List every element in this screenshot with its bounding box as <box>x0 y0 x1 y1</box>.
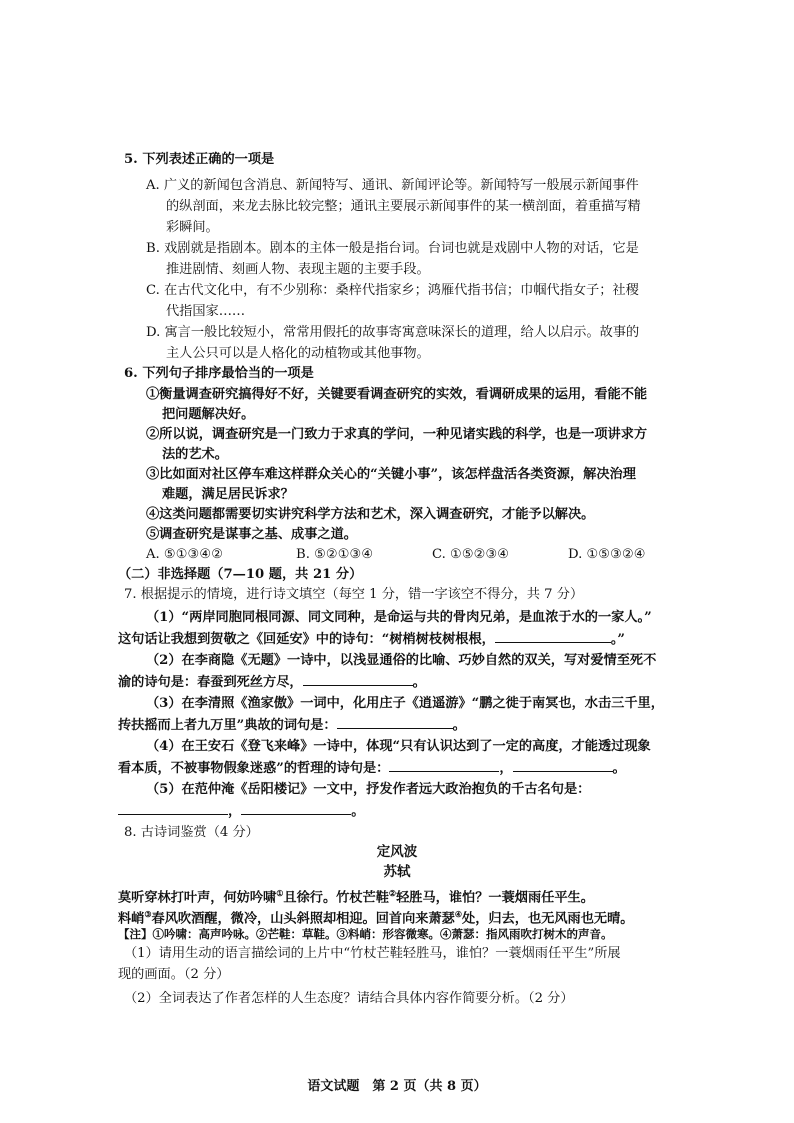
q5-option-a-line2: 的纵剖面，来龙去脉比较完整；通讯主要展示新闻事件的某一横剖面，着重描写精 <box>166 199 641 214</box>
section-2-heading: （二）非选择题（7—10 题，共 21 分） <box>118 567 363 582</box>
q6-sentence-1-line2: 把问题解决好。 <box>162 407 255 422</box>
q7-part4-prompt: 看本质，不被事物假象迷惑”的哲理的诗句是： <box>118 761 390 776</box>
poem-line-2-part-c: 处，归去，也无风雨也无晴。 <box>462 911 634 927</box>
q7-part5-sep: ， <box>228 804 242 819</box>
q6-sentence-3: ③比如面对社区停车难这样群众关心的“关键小事”，该怎样盘活各类资源，解决治理 <box>146 467 636 482</box>
note-marker-4: ④ <box>454 909 463 919</box>
q5-option-a: A. 广义的新闻包含消息、新闻特写、通讯、新闻评论等。新闻特写一般展示新闻事件 <box>146 178 639 193</box>
q7-blank-3[interactable] <box>337 716 453 729</box>
q7-blank-7[interactable] <box>241 802 351 815</box>
q6-option-b: B. ⑤②①③④ <box>296 547 374 562</box>
q5-option-b: B. 戏剧就是指剧本。剧本的主体一般是指台词。台词也就是戏剧中人物的对话，它是 <box>146 241 639 256</box>
q8-sub1-line2: 现的画面。（2 分） <box>118 967 230 982</box>
q7-blank-2[interactable] <box>303 673 413 686</box>
q6-option-c: C. ①⑤②③④ <box>432 547 510 562</box>
q6-option-d: D. ①⑤③②④ <box>568 547 646 562</box>
q7-blank-1[interactable] <box>495 630 611 643</box>
poem-line-2-part-a: 料峭 <box>118 911 145 927</box>
q7-blank-6[interactable] <box>118 802 228 815</box>
note-marker-1: ① <box>276 888 284 898</box>
q7-blank-5[interactable] <box>513 759 613 772</box>
note-marker-3: ③ <box>144 909 152 919</box>
q5-option-d: D. 寓言一般比较短小，常常用假托的故事寄寓意味深长的道理，给人以启示。故事的 <box>146 325 640 340</box>
page-footer: 语文试题 第 2 页（共 8 页） <box>307 1079 487 1094</box>
q7-part1-prompt: 这句话让我想到贺敬之《回延安》中的诗句：“树梢树枝树根根， <box>118 632 495 647</box>
q7-part1-end: 。” <box>610 632 626 647</box>
q7-part4-line2 <box>118 759 626 778</box>
q7-part3-prompt: 抟扶摇而上者九万里”典故的词句是： <box>118 718 337 733</box>
q5-option-b-line2: 推进剧情、刻画人物、表现主题的主要手段。 <box>166 262 430 277</box>
q5-stem: 5. 下列表述正确的一项是 <box>124 152 275 167</box>
q7-part1: （1）“两岸同胞同根同源、同文同种，是命运与共的骨肉兄弟，是血浓于水的一家人。” <box>146 610 652 625</box>
poem-line-1 <box>118 884 594 907</box>
q6-option-a: A. ⑤①③④② <box>146 547 224 562</box>
q7-part5-line2 <box>118 802 364 821</box>
q7-part3-line2 <box>118 716 466 735</box>
note-marker-2: ② <box>388 888 397 898</box>
q6-sentence-4: ④这类问题都需要切实讲究科学方法和艺术，深入调查研究，才能予以解决。 <box>146 507 595 522</box>
q8-stem: 8. 古诗词鉴赏（4 分） <box>124 825 259 840</box>
q6-sentence-2-line2: 法的艺术。 <box>162 447 228 462</box>
q7-stem: 7. 根据提示的情境，进行诗文填空（每空 1 分，错一字该空不得分，共 7 分） <box>124 587 584 602</box>
poem-title: 定风波 <box>376 844 418 860</box>
q8-sub1: （1）请用生动的语言描绘词的上片中“竹杖芒鞋轻胜马，谁怕？一蓑烟雨任平生”所展 <box>124 946 621 961</box>
q7-blank-4[interactable] <box>389 759 499 772</box>
q7-part2-end: 。 <box>412 675 426 690</box>
q7-part5-end: 。 <box>351 804 365 819</box>
poem-line-1-part-b: 且徐行。竹杖芒鞋 <box>283 890 389 906</box>
q5-option-c: C. 在古代文化中，有不少别称：桑梓代指家乡；鸿雁代指书信；巾帼代指女子；社稷 <box>146 283 639 298</box>
q6-sentence-3-line2: 难题，满足居民诉求？ <box>162 487 294 502</box>
poem-notes: 【注】①吟啸：高声吟咏。②芒鞋：草鞋。③料峭：形容微寒。④萧瑟：指风雨吹打树木的声音。 <box>118 927 613 941</box>
q6-stem: 6. 下列句子排序最恰当的一项是 <box>124 366 314 381</box>
q7-part5: （5）在范仲淹《岳阳楼记》一文中，抒发作者远大政治抱负的千古名句是： <box>146 782 591 797</box>
q6-sentence-5: ⑤调查研究是谋事之基、成事之道。 <box>146 527 357 542</box>
q7-part3: （3）在李清照《渔家傲》一词中，化用庄子《逍遥游》“鹏之徙于南冥也，水击三千里， <box>146 696 664 711</box>
q8-sub2: （2）全词表达了作者怎样的人生态度？请结合具体内容作简要分析。（2 分） <box>124 991 574 1006</box>
q7-part2-prompt: 渝的诗句是：春蚕到死丝方尽， <box>118 675 303 690</box>
q7-part4-sep: ， <box>499 761 513 776</box>
q7-part4: （4）在王安石《登飞来峰》一诗中，体现“只有认识达到了一定的高度，才能透过现象 <box>146 739 651 754</box>
poem-line-1-part-a: 莫听穿林打叶声，何妨吟啸 <box>118 890 277 906</box>
q5-option-d-line2: 主人公只可以是人格化的动植物或其他事物。 <box>166 346 430 361</box>
poem-author: 苏轼 <box>383 864 411 880</box>
q5-option-a-line3: 彩瞬间。 <box>166 220 219 235</box>
q7-part4-end: 。 <box>612 761 626 776</box>
q7-part2: （2）在李商隐《无题》一诗中，以浅显通俗的比喻、巧妙自然的双关，写对爱情至死不 <box>146 653 657 668</box>
q6-sentence-1: ①衡量调查研究搞得好不好，关键要看调查研究的实效，看调研成果的运用，看能不能 <box>146 387 648 402</box>
poem-line-2-part-b: 春风吹酒醒，微冷，山头斜照却相迎。回首向来萧瑟 <box>151 911 455 927</box>
q6-sentence-2: ②所以说，调查研究是一门致力于求真的学问，一种见诸实践的科学，也是一项讲求方 <box>146 427 648 442</box>
q7-part2-line2 <box>118 673 426 692</box>
q5-option-c-line2: 代指国家…… <box>166 304 246 319</box>
q7-part1-line2 <box>118 630 625 649</box>
poem-line-1-part-c: 轻胜马，谁怕？一蓑烟雨任平生。 <box>396 890 594 906</box>
q7-part3-end: 。 <box>452 718 466 733</box>
